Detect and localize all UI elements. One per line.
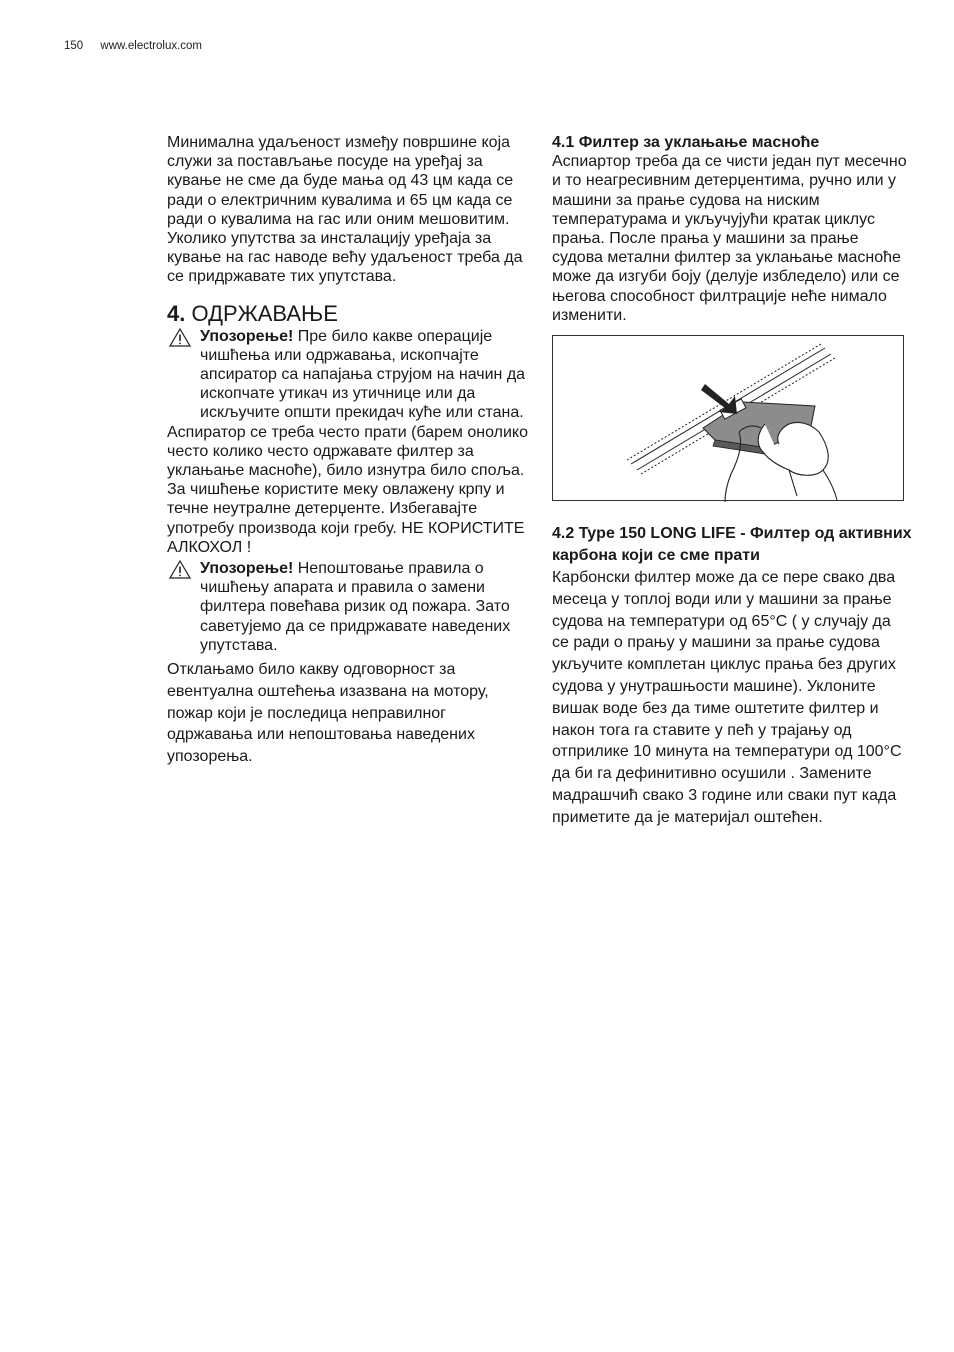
warning-text: Пре било какве операције чишћења или одржавања, ископчајте апсиратор са напајања струјом на начин да ископчате утикач из утичнице или да искључите општи прекидач куће или стана.	[200, 327, 526, 422]
cleaning-paragraph: Аспиратор се треба често прати (барем онолико често колико често одржавате филтер за уклањање масноће), било изнутра било споља. За чишћење користите меку овлажену крпу и течне неутралне детерџенте. Избегавајте употребу производа који гребу. НЕ КОРИСТИТЕ АЛКОХОЛ !	[167, 423, 528, 556]
website-url[interactable]: www.electrolux.com	[100, 40, 203, 52]
page-header	[64, 40, 202, 52]
filter-removal-illustration	[552, 335, 904, 501]
warning-label: Упозорење!	[200, 327, 294, 345]
warning-label: Упозорење!	[200, 560, 294, 578]
warning-triangle-icon	[169, 560, 191, 579]
warning-block-2	[167, 559, 529, 655]
subsection-heading-4-1: 4.1 Филтер за уклањање масноће	[552, 134, 820, 151]
warning-block-1	[167, 327, 529, 423]
liability-paragraph: Отклањамо било какву одговорност за евентуална оштећења изазвана на мотору, пожар који је последица неправилног одржавања или непоштовања наведених упозорења.	[167, 661, 489, 766]
subsection-heading-4-2: 4.2 Type 150 LONG LIFE - Филтер од активних карбона који се сме прати	[552, 525, 912, 565]
left-column	[167, 133, 529, 768]
warning-triangle-icon	[169, 328, 191, 347]
section-number: 4.	[167, 300, 186, 326]
section-title: ОДРЖАВАЊЕ	[191, 300, 338, 326]
page-number: 150	[64, 40, 84, 52]
section-heading	[167, 301, 529, 327]
warning-text: Непоштовање правила о чишћењу апарата и правила о замени филтера повећава ризик од пожара. Зато саветујемо да се придржавате наведених упутстава.	[200, 560, 511, 654]
right-column	[552, 133, 912, 829]
grease-filter-paragraph: Аспиартор треба да се чисти један пут месечно и то неагресивним детерџентима, ручно или у машини за прање судова на ниским температурама и укључујући кратак циклус прања. После прања у машини за прање судова метални филтер за уклањање масноће може да изгуби боју (делује избледело) или се његова способност филтрације неће нимало изменити.	[552, 153, 907, 324]
intro-paragraph: Минимална удаљеност између површине која служи за постављање посуде на уређај за кување не сме да буде мања од 43 цм када се ради о електричним кувалима и 65 цм када се ради о кувалима на гас или оним мешовитим. Уколико упутства за инсталацију уређаја за кување на гас наводе већу удаљеност треба да се придржавате тих упутстава.	[167, 134, 523, 286]
filter-illustration-drawing	[553, 336, 905, 502]
carbon-filter-paragraph: Карбонски филтер може да се пере свако два месеца у топлој води или у машини за прање судова на температури од 65°C ( у случају да се ради о прању у машини за прање судова укључите комплетан циклус прања без других судова у унутрашњости машине). Уклоните вишак воде без да тиме оштетите филтер и након тога га ставите у пећ у трајању од отприлике 10 минута на температури од 100°C да би га дефинитивно осушили . Замените мадрашчић свако 3 године или сваки пут када приметите да је материјал оштећен.	[552, 569, 902, 826]
